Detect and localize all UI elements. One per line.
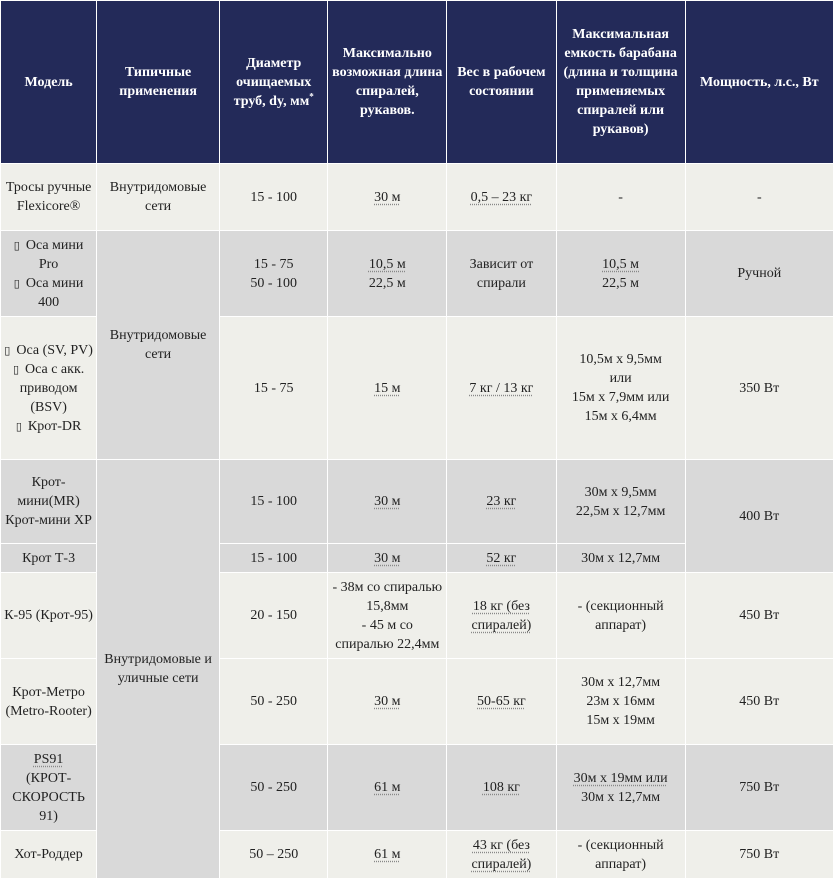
power-cell: 400 Вт	[685, 460, 833, 573]
header-diameter-text: Диаметр очищаемых труб, dy, мм	[233, 55, 312, 109]
weight-cell	[447, 544, 556, 573]
weight-value: 23 кг	[486, 494, 517, 509]
length-value: - 38м со спиралью	[332, 579, 443, 595]
model-name: PS91	[33, 751, 64, 767]
header-row	[1, 1, 834, 164]
drum-value: 30м х 12,7мм	[581, 789, 661, 805]
drum-cell: - (секционный аппарат)	[556, 831, 685, 879]
length-value: 30 м	[374, 694, 401, 709]
power-cell: 450 Вт	[685, 659, 833, 745]
footnote-mark: *	[309, 90, 314, 101]
model-name: Крот-DR	[27, 418, 82, 434]
model-cell: К-95 (Крот-95)	[1, 573, 97, 659]
diameter-cell: 50 - 250	[219, 659, 327, 745]
model-cell: Крот-Метро (Metro-Rooter)	[1, 659, 97, 745]
drum-cell: - (секционный аппарат)	[556, 573, 685, 659]
model-name: Оса мини Pro	[25, 237, 84, 272]
length-value: 15,8мм	[366, 598, 409, 614]
drum-value: 22,5 м	[602, 275, 640, 291]
model-item	[4, 236, 93, 274]
model-item	[4, 360, 93, 417]
weight-value: 0,5 – 23 кг	[470, 189, 533, 205]
weight-cell	[447, 831, 556, 879]
weight-cell: Зависит от спирали	[447, 231, 556, 317]
header-drum-capacity: Максимальная емкость барабана (длина и толщина применяемых спиралей или рукавов)	[556, 1, 685, 164]
power-cell: 750 Вт	[685, 745, 833, 831]
length-cell	[328, 659, 447, 745]
drum-cell: 30м х 12,7мм	[556, 544, 685, 573]
length-cell	[328, 544, 447, 573]
length-value: 15 м	[374, 380, 401, 396]
weight-value: 18 кг (без спиралей)	[471, 598, 532, 633]
table-row	[1, 231, 834, 317]
square-bullet-icon: ▯	[12, 362, 19, 376]
header-max-length: Максимально возможная длина спиралей, рукавов.	[328, 1, 447, 164]
model-name: Оса мини 400	[25, 275, 84, 310]
length-cell	[328, 831, 447, 879]
header-diameter	[219, 1, 327, 164]
diameter-cell: 50 – 250	[219, 831, 327, 879]
drum-line	[560, 769, 682, 788]
power-cell: Ручной	[685, 231, 833, 317]
model-cell: Крот-мини(MR) Крот-мини XP	[1, 460, 97, 544]
drum-value: 15м х 19мм	[586, 713, 655, 728]
diameter-cell: 15 - 100	[219, 544, 327, 573]
length-line	[331, 255, 443, 274]
drum-cell	[556, 659, 685, 745]
drum-value: 30м х 9,5мм	[584, 484, 657, 500]
model-cell	[1, 317, 97, 460]
weight-cell	[447, 317, 556, 460]
model-name: (КРОТ-СКОРОСТЬ 91)	[12, 770, 85, 824]
length-cell	[328, 745, 447, 831]
drum-value: 15м х 6,4мм	[584, 409, 657, 424]
length-value: 10,5 м	[368, 256, 406, 272]
diameter-value: 50 - 100	[250, 275, 298, 291]
weight-cell	[447, 573, 556, 659]
square-bullet-icon: ▯	[13, 276, 20, 290]
model-cell	[1, 745, 97, 831]
length-cell	[328, 317, 447, 460]
drum-line	[560, 255, 682, 274]
table-row	[1, 460, 834, 544]
weight-value: 52 кг	[486, 550, 517, 566]
drum-cell: -	[556, 164, 685, 231]
model-cell: Тросы ручные Flexicore®	[1, 164, 97, 231]
length-cell	[328, 460, 447, 544]
applications-cell: Внутридомовые сети	[97, 231, 220, 460]
power-cell: 450 Вт	[685, 573, 833, 659]
drum-cell	[556, 231, 685, 317]
length-value: 22,5 м	[368, 275, 406, 291]
model-name: Оса с акк. приводом (BSV)	[19, 361, 85, 415]
weight-value: 7 кг / 13 кг	[469, 380, 534, 396]
model-cell: Хот-Роддер	[1, 831, 97, 879]
square-bullet-icon: ▯	[13, 238, 20, 252]
applications-cell: Внутридомовые и уличные сети	[97, 460, 220, 879]
diameter-cell: 15 - 100	[219, 164, 327, 231]
square-bullet-icon: ▯	[4, 343, 11, 357]
weight-value: 108 кг	[482, 780, 520, 795]
weight-value: 43 кг (без спиралей)	[471, 837, 532, 872]
diameter-cell	[219, 231, 327, 317]
power-cell: 350 Вт	[685, 317, 833, 460]
length-value: 61 м	[374, 780, 401, 795]
drum-value: 22,5м х 12,7мм	[575, 503, 666, 519]
length-value: 30 м	[374, 189, 401, 205]
length-cell	[328, 164, 447, 231]
model-cell	[1, 231, 97, 317]
model-item	[4, 274, 93, 312]
length-value: 30 м	[374, 494, 401, 509]
length-cell	[328, 573, 447, 659]
model-line	[4, 750, 93, 769]
length-value: - 45 м со	[361, 617, 413, 633]
weight-cell	[447, 745, 556, 831]
power-cell: -	[685, 164, 833, 231]
drum-cell	[556, 745, 685, 831]
model-item	[4, 341, 93, 360]
diameter-cell: 50 - 250	[219, 745, 327, 831]
header-applications: Типичные применения	[97, 1, 220, 164]
length-value: 30 м	[374, 550, 401, 566]
applications-cell: Внутридомовые сети	[97, 164, 220, 231]
drum-value: 30м х 19мм или	[573, 770, 668, 786]
diameter-value: 15 - 75	[253, 256, 294, 272]
drum-value: 15м х 7,9мм или	[571, 390, 670, 405]
header-model: Модель	[1, 1, 97, 164]
length-value: 61 м	[374, 847, 401, 862]
length-cell	[328, 231, 447, 317]
weight-value: 50-65 кг	[477, 694, 526, 709]
model-name: Оса (SV, PV)	[16, 342, 93, 358]
weight-cell	[447, 659, 556, 745]
model-cell: Крот Т-3	[1, 544, 97, 573]
table-row	[1, 164, 834, 231]
header-power: Мощность, л.с., Вт	[685, 1, 833, 164]
length-value: спиралью 22,4мм	[335, 636, 440, 652]
weight-cell	[447, 164, 556, 231]
drum-cell	[556, 317, 685, 460]
drum-value: или	[609, 371, 632, 386]
square-bullet-icon: ▯	[15, 419, 22, 433]
diameter-cell: 15 - 100	[219, 460, 327, 544]
drum-value: 10,5м х 9,5мм	[579, 352, 662, 367]
header-weight: Вес в рабочем состоянии	[447, 1, 556, 164]
weight-cell	[447, 460, 556, 544]
drum-cell	[556, 460, 685, 544]
diameter-cell: 15 - 75	[219, 317, 327, 460]
drum-value: 23м х 16мм	[586, 694, 655, 709]
diameter-cell: 20 - 150	[219, 573, 327, 659]
power-cell: 750 Вт	[685, 831, 833, 879]
drum-value: 10,5 м	[602, 256, 640, 272]
drum-value: 30м х 12,7мм	[581, 675, 661, 690]
model-item	[4, 417, 93, 436]
